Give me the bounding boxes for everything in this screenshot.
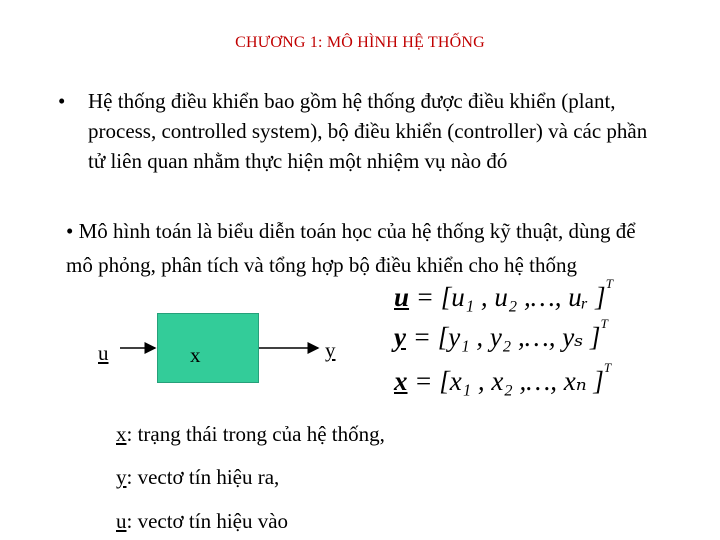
note-text: : trạng thái trong của hệ thống, — [126, 422, 385, 446]
system-block-label: x — [190, 343, 201, 367]
bullet-symbol: • — [58, 89, 66, 113]
equation-rhs: = [y₁ , y₂ ,…, yₛ ] — [405, 322, 601, 352]
system-block — [157, 313, 259, 383]
equation-var: y — [394, 322, 406, 352]
note-text: : vectơ tín hiệu ra, — [126, 465, 280, 489]
equation-rhs: = [u₁ , u₂ ,…, uᵣ ] — [409, 282, 606, 312]
equation-y — [394, 316, 608, 353]
bullet-text: Hệ thống điều khiển bao gồm hệ thống được điều khiển (plant, process, controlled system), bộ điều khiển (controller) và các phần tử liên quan nhằm thực hiện một nhiệm vụ nào đó — [88, 89, 648, 173]
transpose-mark: T — [600, 316, 608, 331]
note-var: y — [116, 465, 127, 489]
note-text: : vectơ tín hiệu vào — [126, 509, 289, 533]
equation-var: u — [394, 282, 410, 312]
transpose-mark: T — [603, 360, 612, 375]
note-u — [116, 509, 288, 534]
page-title: CHƯƠNG 1: MÔ HÌNH HỆ THỐNG — [235, 34, 485, 51]
note-y — [116, 465, 279, 490]
note-var: x — [116, 422, 127, 446]
equation-rhs: = [x₁ , x₂ ,…, xₙ ] — [407, 366, 604, 396]
equation-u — [394, 276, 613, 313]
input-signal-label: u — [98, 341, 109, 365]
note-var: u — [116, 509, 127, 533]
equation-x — [394, 360, 611, 397]
equation-var: x — [394, 366, 408, 396]
bullet-definition-math-model: • Mô hình toán là biểu diễn toán học của hệ thống kỹ thuật, dùng để mô phỏng, phân tích và tổng hợp bộ điều khiển cho hệ thống — [66, 219, 636, 277]
output-signal-label: y — [325, 338, 336, 362]
transpose-mark: T — [605, 276, 613, 291]
note-x — [116, 422, 385, 447]
